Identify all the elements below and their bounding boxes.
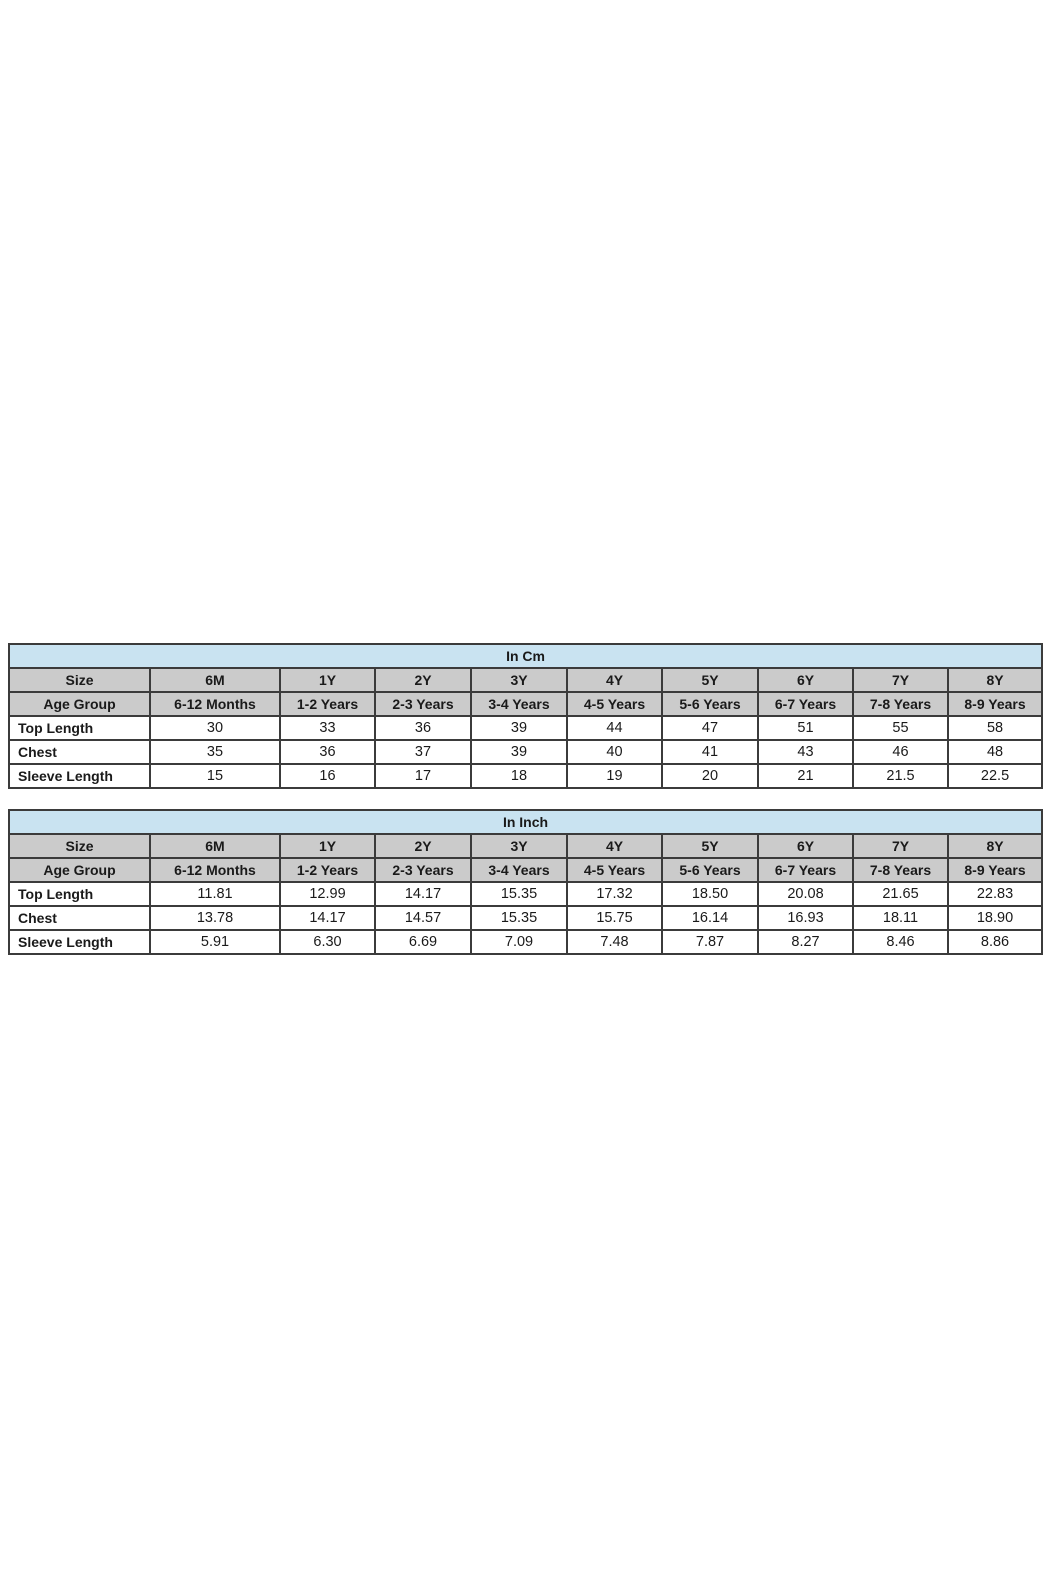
size-cell: 5Y [662, 668, 758, 692]
size-cell: 7Y [853, 668, 948, 692]
measurement-value: 13.78 [150, 906, 280, 930]
measurement-row-label: Sleeve Length [9, 930, 150, 954]
age-group-row [9, 858, 1042, 882]
age-cell: 2-3 Years [375, 858, 471, 882]
measurement-row-label: Top Length [9, 716, 150, 740]
measurement-value: 55 [853, 716, 948, 740]
size-cell: 1Y [280, 668, 375, 692]
measurement-value: 12.99 [280, 882, 375, 906]
measurement-row-label: Top Length [9, 882, 150, 906]
chest-row [9, 906, 1042, 930]
age-cell: 7-8 Years [853, 858, 948, 882]
age-cell: 8-9 Years [948, 858, 1042, 882]
sleeve-length-row [9, 930, 1042, 954]
measurement-value: 35 [150, 740, 280, 764]
age-group-row-label: Age Group [9, 692, 150, 716]
measurement-value: 44 [567, 716, 662, 740]
measurement-value: 51 [758, 716, 853, 740]
age-cell: 7-8 Years [853, 692, 948, 716]
age-cell: 6-7 Years [758, 692, 853, 716]
age-cell: 6-12 Months [150, 858, 280, 882]
age-cell: 4-5 Years [567, 692, 662, 716]
measurement-value: 21 [758, 764, 853, 788]
table-title-inch: In Inch [9, 810, 1042, 834]
measurement-value: 40 [567, 740, 662, 764]
table-title-cm: In Cm [9, 644, 1042, 668]
age-cell: 3-4 Years [471, 858, 567, 882]
size-table-inch [8, 809, 1043, 955]
measurement-row-label: Chest [9, 740, 150, 764]
measurement-value: 14.17 [375, 882, 471, 906]
size-cell: 6M [150, 668, 280, 692]
measurement-value: 6.30 [280, 930, 375, 954]
measurement-value: 7.09 [471, 930, 567, 954]
measurement-value: 15.35 [471, 882, 567, 906]
measurement-value: 33 [280, 716, 375, 740]
age-cell: 8-9 Years [948, 692, 1042, 716]
age-cell: 4-5 Years [567, 858, 662, 882]
title-row [9, 810, 1042, 834]
age-group-row [9, 692, 1042, 716]
size-cell: 6Y [758, 668, 853, 692]
top-length-row [9, 882, 1042, 906]
size-cell: 8Y [948, 668, 1042, 692]
measurement-value: 8.46 [853, 930, 948, 954]
measurement-row-label: Chest [9, 906, 150, 930]
measurement-row-label: Sleeve Length [9, 764, 150, 788]
measurement-value: 7.48 [567, 930, 662, 954]
measurement-value: 18 [471, 764, 567, 788]
measurement-value: 7.87 [662, 930, 758, 954]
measurement-value: 16.14 [662, 906, 758, 930]
measurement-value: 39 [471, 740, 567, 764]
sleeve-length-row [9, 764, 1042, 788]
measurement-value: 21.5 [853, 764, 948, 788]
measurement-value: 15.35 [471, 906, 567, 930]
measurement-value: 48 [948, 740, 1042, 764]
measurement-value: 6.69 [375, 930, 471, 954]
measurement-value: 20 [662, 764, 758, 788]
size-cell: 7Y [853, 834, 948, 858]
age-cell: 1-2 Years [280, 692, 375, 716]
measurement-value: 15 [150, 764, 280, 788]
size-cell: 6M [150, 834, 280, 858]
size-cell: 8Y [948, 834, 1042, 858]
measurement-value: 36 [280, 740, 375, 764]
measurement-value: 8.86 [948, 930, 1042, 954]
age-group-row-label: Age Group [9, 858, 150, 882]
size-cell: 6Y [758, 834, 853, 858]
size-table-cm [8, 643, 1043, 789]
measurement-value: 46 [853, 740, 948, 764]
measurement-value: 22.5 [948, 764, 1042, 788]
size-cell: 4Y [567, 834, 662, 858]
size-row [9, 668, 1042, 692]
size-cell: 2Y [375, 834, 471, 858]
measurement-value: 18.11 [853, 906, 948, 930]
measurement-value: 18.50 [662, 882, 758, 906]
age-cell: 3-4 Years [471, 692, 567, 716]
measurement-value: 5.91 [150, 930, 280, 954]
measurement-value: 41 [662, 740, 758, 764]
age-cell: 6-12 Months [150, 692, 280, 716]
measurement-value: 11.81 [150, 882, 280, 906]
measurement-value: 18.90 [948, 906, 1042, 930]
chest-row [9, 740, 1042, 764]
measurement-value: 8.27 [758, 930, 853, 954]
age-cell: 6-7 Years [758, 858, 853, 882]
measurement-value: 22.83 [948, 882, 1042, 906]
measurement-value: 36 [375, 716, 471, 740]
measurement-value: 16.93 [758, 906, 853, 930]
measurement-value: 16 [280, 764, 375, 788]
measurement-value: 17 [375, 764, 471, 788]
size-cell: 2Y [375, 668, 471, 692]
size-cell: 5Y [662, 834, 758, 858]
measurement-value: 21.65 [853, 882, 948, 906]
title-row [9, 644, 1042, 668]
measurement-value: 47 [662, 716, 758, 740]
measurement-value: 39 [471, 716, 567, 740]
size-cell: 4Y [567, 668, 662, 692]
top-length-row [9, 716, 1042, 740]
measurement-value: 37 [375, 740, 471, 764]
size-row-label: Size [9, 834, 150, 858]
size-cell: 3Y [471, 668, 567, 692]
size-cell: 1Y [280, 834, 375, 858]
measurement-value: 14.17 [280, 906, 375, 930]
size-cell: 3Y [471, 834, 567, 858]
measurement-value: 58 [948, 716, 1042, 740]
measurement-value: 17.32 [567, 882, 662, 906]
size-row [9, 834, 1042, 858]
measurement-value: 19 [567, 764, 662, 788]
size-row-label: Size [9, 668, 150, 692]
measurement-value: 20.08 [758, 882, 853, 906]
age-cell: 2-3 Years [375, 692, 471, 716]
measurement-value: 30 [150, 716, 280, 740]
measurement-value: 15.75 [567, 906, 662, 930]
age-cell: 1-2 Years [280, 858, 375, 882]
age-cell: 5-6 Years [662, 858, 758, 882]
measurement-value: 43 [758, 740, 853, 764]
age-cell: 5-6 Years [662, 692, 758, 716]
measurement-value: 14.57 [375, 906, 471, 930]
